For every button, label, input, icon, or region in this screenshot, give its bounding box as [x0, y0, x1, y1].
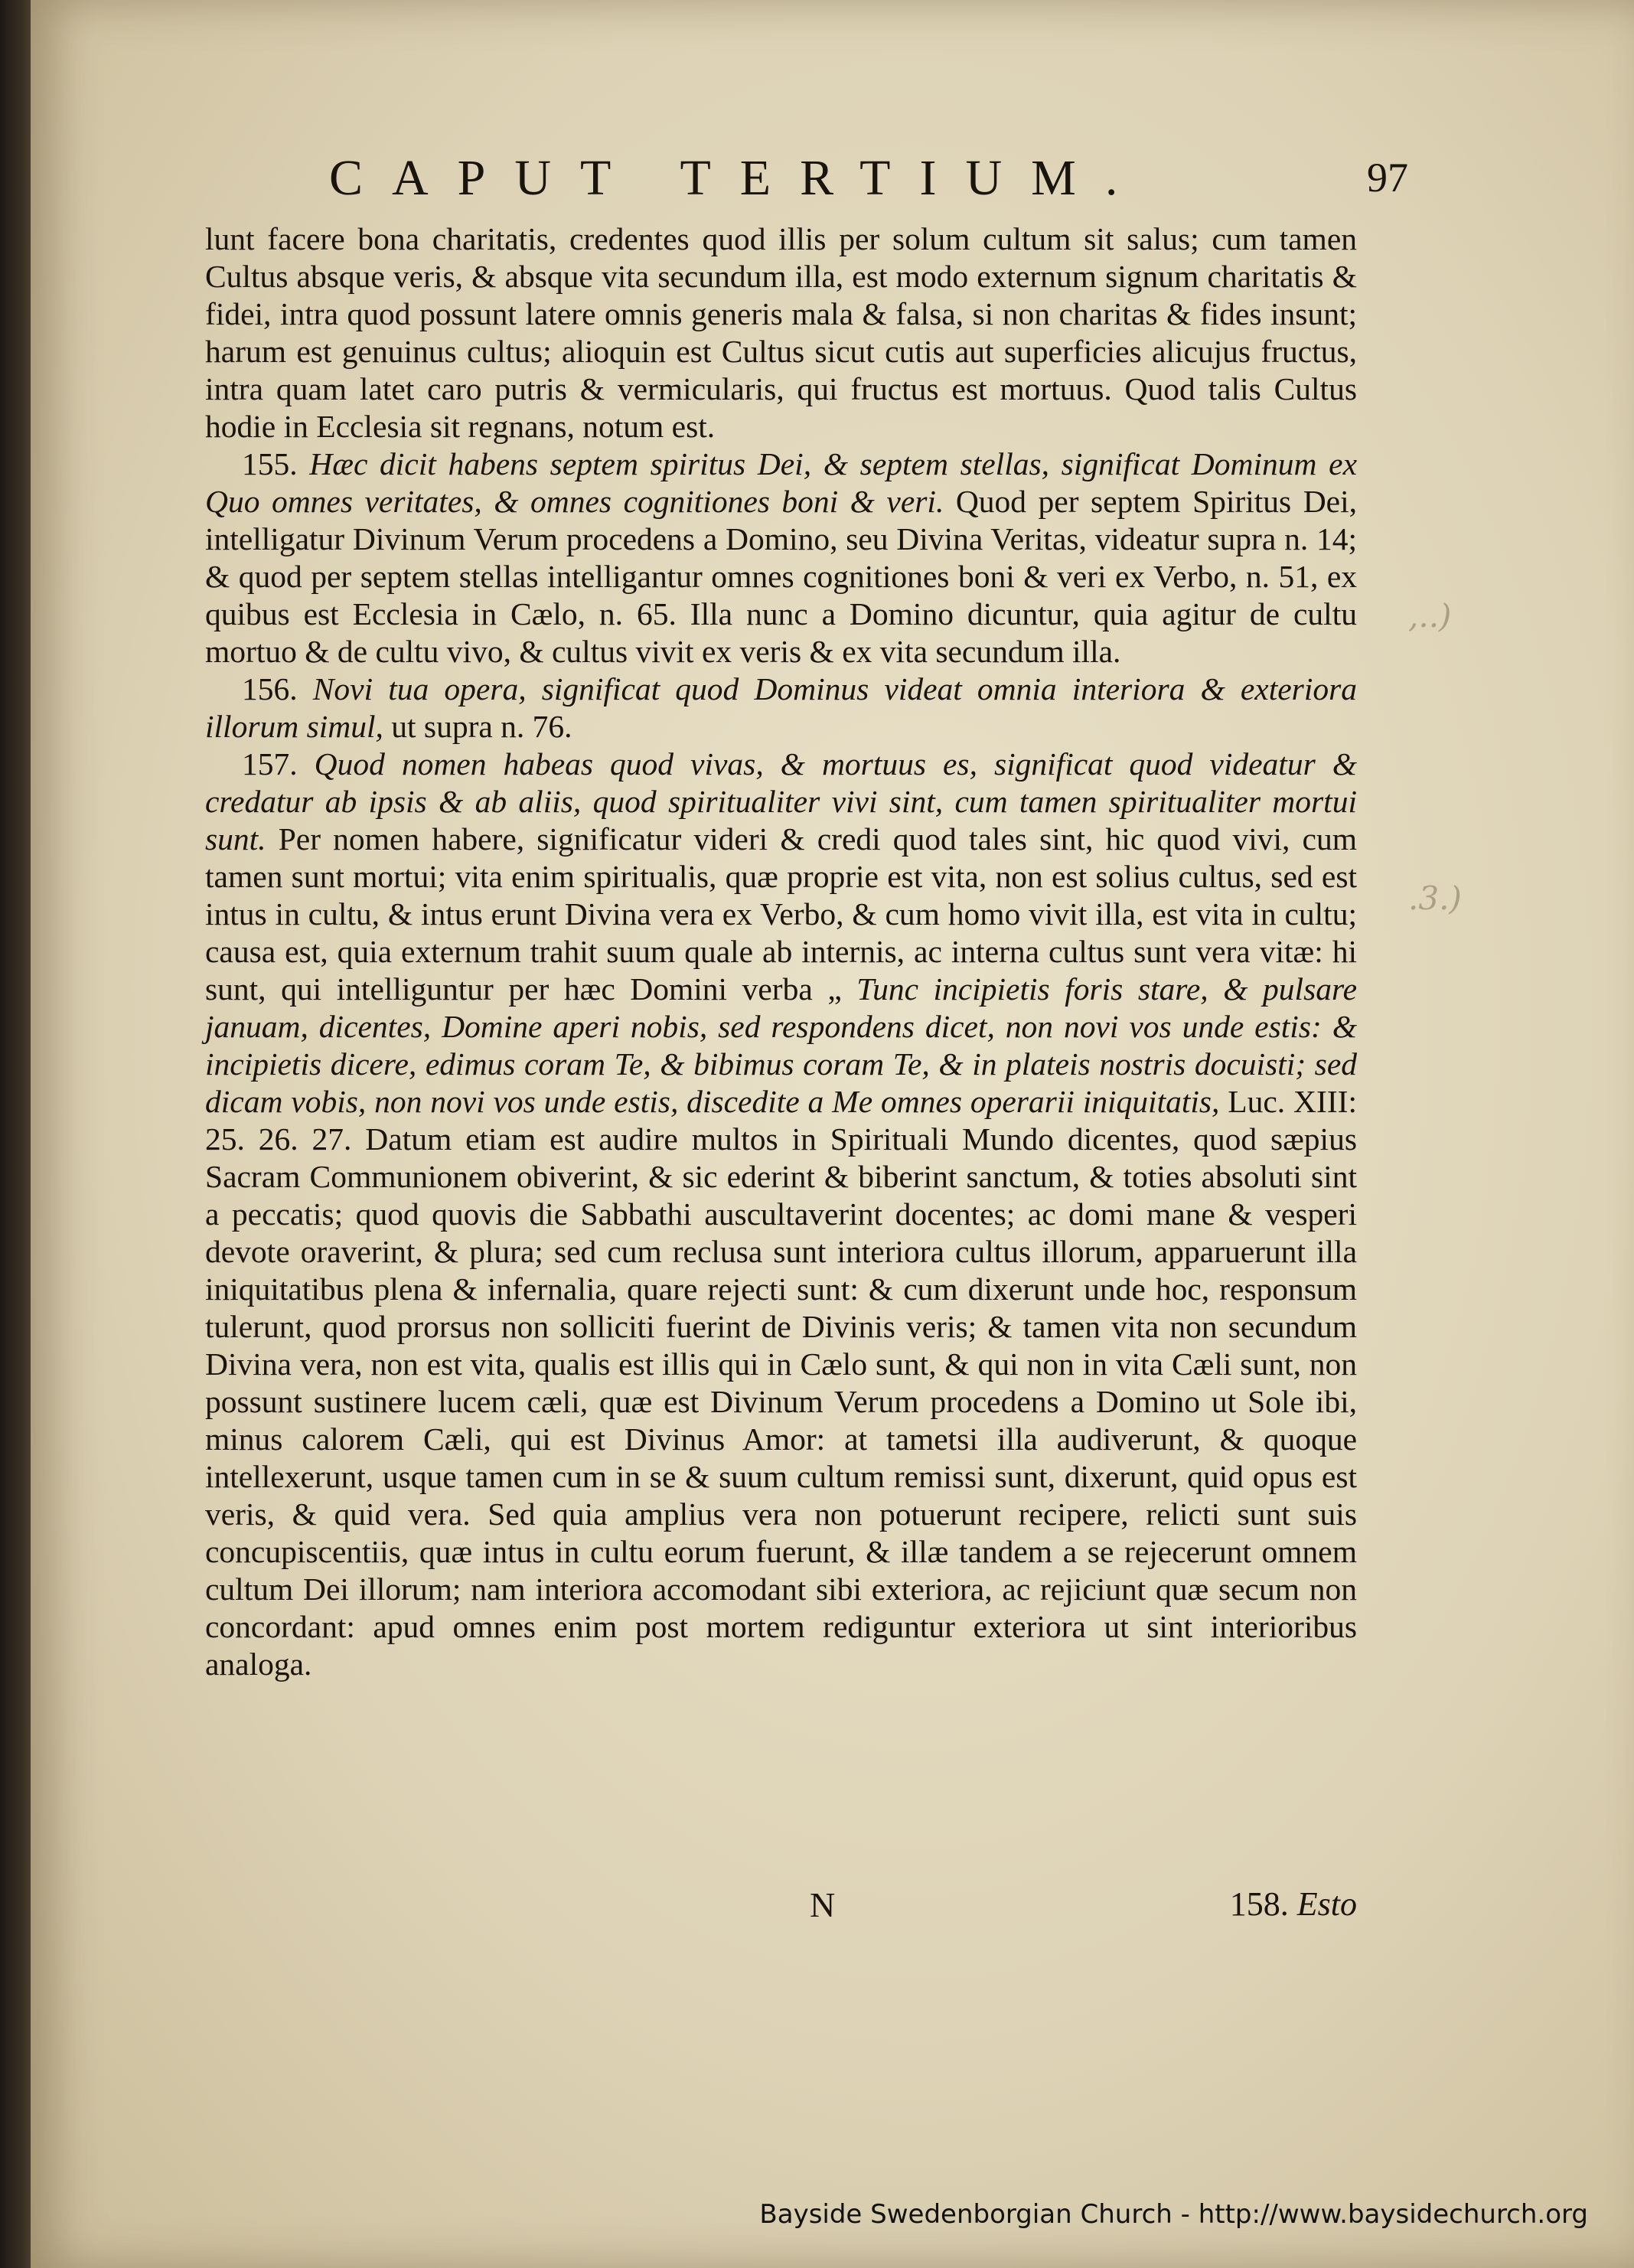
page-number: 97 [1367, 155, 1408, 201]
paragraph-text: Quod per septem Spiritus Dei, intelligatur Divinum Verum procedens a Domino, seu Divina Veritas, videatur supra n. 14; & quod per septem stellas intelligantur omnes cognitiones boni & veri ex Verbo, n. 51, ex quibus est Ecclesia in Cælo, n. 65. Illa nunc a Domino dicuntur, quia agitur de cultu mortuo & de cultu vivo, & cultus vivit ex veris & ex vita secundum illa. [205, 484, 1357, 669]
paragraph-continued: lunt facere bona charitatis, credentes quod illis per solum cultum sit salus; cum tamen Cultus absque veris, & absque vita secundum illa, est modo externum signum charitatis & fidei, intra quod possunt latere omnis generis mala & falsa, si non charitas & fides insunt; harum est genuinus cultus; alioquin est Cultus sicut cutis aut superficies alicujus fructus, intra quam latet caro putris & vermicularis, qui fructus est mortuus. Quod talis Cultus hodie in Ecclesia sit regnans, notum est. [205, 221, 1357, 444]
running-header [329, 149, 1408, 210]
body-text [205, 220, 1357, 1683]
running-title: CAPUT TERTIUM. [329, 150, 1147, 206]
catchword [1230, 1885, 1357, 1924]
paragraph-text: ut supra n. 76. [391, 709, 572, 744]
signature-mark: N [810, 1885, 836, 1924]
paragraph-157 [205, 746, 1357, 1683]
book-page [31, 0, 1634, 2268]
catchword-number: 158. [1229, 1885, 1289, 1923]
paragraph-156 [205, 671, 1357, 746]
paragraph-number: 157. [242, 746, 315, 782]
margin-bleedthrough [1408, 597, 1462, 1162]
page-footer [205, 1885, 1357, 1930]
paragraph-italic-text: Novi tua opera, significat quod Dominus videat omnia interiora & exteriora illorum simul, [205, 671, 1357, 744]
paragraph-italic-text: Hæc dicit habens septem spiritus Dei, & septem stellas, significat Dominum ex Quo omnes veritates, & omnes cognitiones boni & veri. [205, 446, 1358, 519]
scripture-quote: Tunc incipietis foris stare, & pulsare januam, dicentes, Domine aperi nobis, sed respondens dicet, non novi vos unde estis: & incipietis dicere, edimus coram Te, & bibimus coram Te, & in plateis nostris docuisti; sed dicam vobis, non novi vos unde estis, discedite a Me omnes operarii iniquitatis, [205, 971, 1357, 1119]
margin-mark: ,..) [1408, 597, 1452, 635]
catchword-word: Esto [1296, 1885, 1357, 1923]
paragraph-number: 155. [242, 446, 310, 481]
paragraph-number: 156. [242, 671, 313, 707]
paragraph-text: Luc. XIII: 25. 26. 27. Datum etiam est audire multos in Spirituali Mundo dicentes, quod sæpius Sacram Communionem obiverint, & sic ederint & biberint sanctum, & toties absoluti sint a peccatis; quod quovis die Sabbathi auscultaverint docentes; ac domi mane & vesperi devote oraverint, & plura; sed cum reclusa sunt interiora cultus illorum, apparuerunt illa iniquitatibus plena & infernalia, quare rejecti sunt: & cum dixerunt unde hoc, responsum tulerunt, quod prorsus non solliciti fuerint de Divinis veris; & tamen vita non secundum Divina vera, non est vita, qualis est illis qui in Cælo sunt, & qui non in vita Cæli sunt, non possunt sustinere lucem cæli, quæ est Divinum Verum procedens a Domino ut Sole ibi, minus calorem Cæli, qui est Divinus Amor: at tametsi illa audiverunt, & quoque intellexerunt, usque tamen cum in se & suum cultum remissi sunt, dixerunt, quid opus est veris, & quid vera. Sed quia amplius vera non potuerunt recipere, relicti sunt suis concupiscentiis, quæ intus in cultu eorum fuerunt, & illæ tandem a se rejecerunt omnem cultum Dei illorum; nam interiora accomodant sibi exteriora, ac rejiciunt quæ secum non concordant: apud omnes enim post mortem rediguntur exteriora ut sint interioribus analoga. [205, 1084, 1357, 1682]
source-watermark: Bayside Swedenborgian Church - http://www.baysidechurch.org [759, 2199, 1588, 2230]
paragraph-text: Per nomen habere, significatur videri & credi quod tales sint, hic quod vivi, cum tamen sunt mortui; vita enim spiritualis, quæ proprie est vita, non est solius cultus, sed est intus in cultu, & intus erunt Divina vera ex Verbo, & cum homo vivit illa, est vita in cultu; causa est, quia externum trahit suum quale ab internis, ac interna cultus sunt vera vitæ: hi sunt, qui intelliguntur per hæc Domini verba „ [205, 821, 1357, 1007]
paragraph-155 [205, 445, 1357, 671]
paragraph-italic-text: Quod nomen habeas quod vivas, & mortuus es, significat quod videatur & credatur ab ipsis & ab aliis, quod spiritualiter vivi sint, cum tamen spiritualiter mortui sunt. [205, 746, 1357, 857]
margin-mark: .3.) [1408, 879, 1462, 917]
